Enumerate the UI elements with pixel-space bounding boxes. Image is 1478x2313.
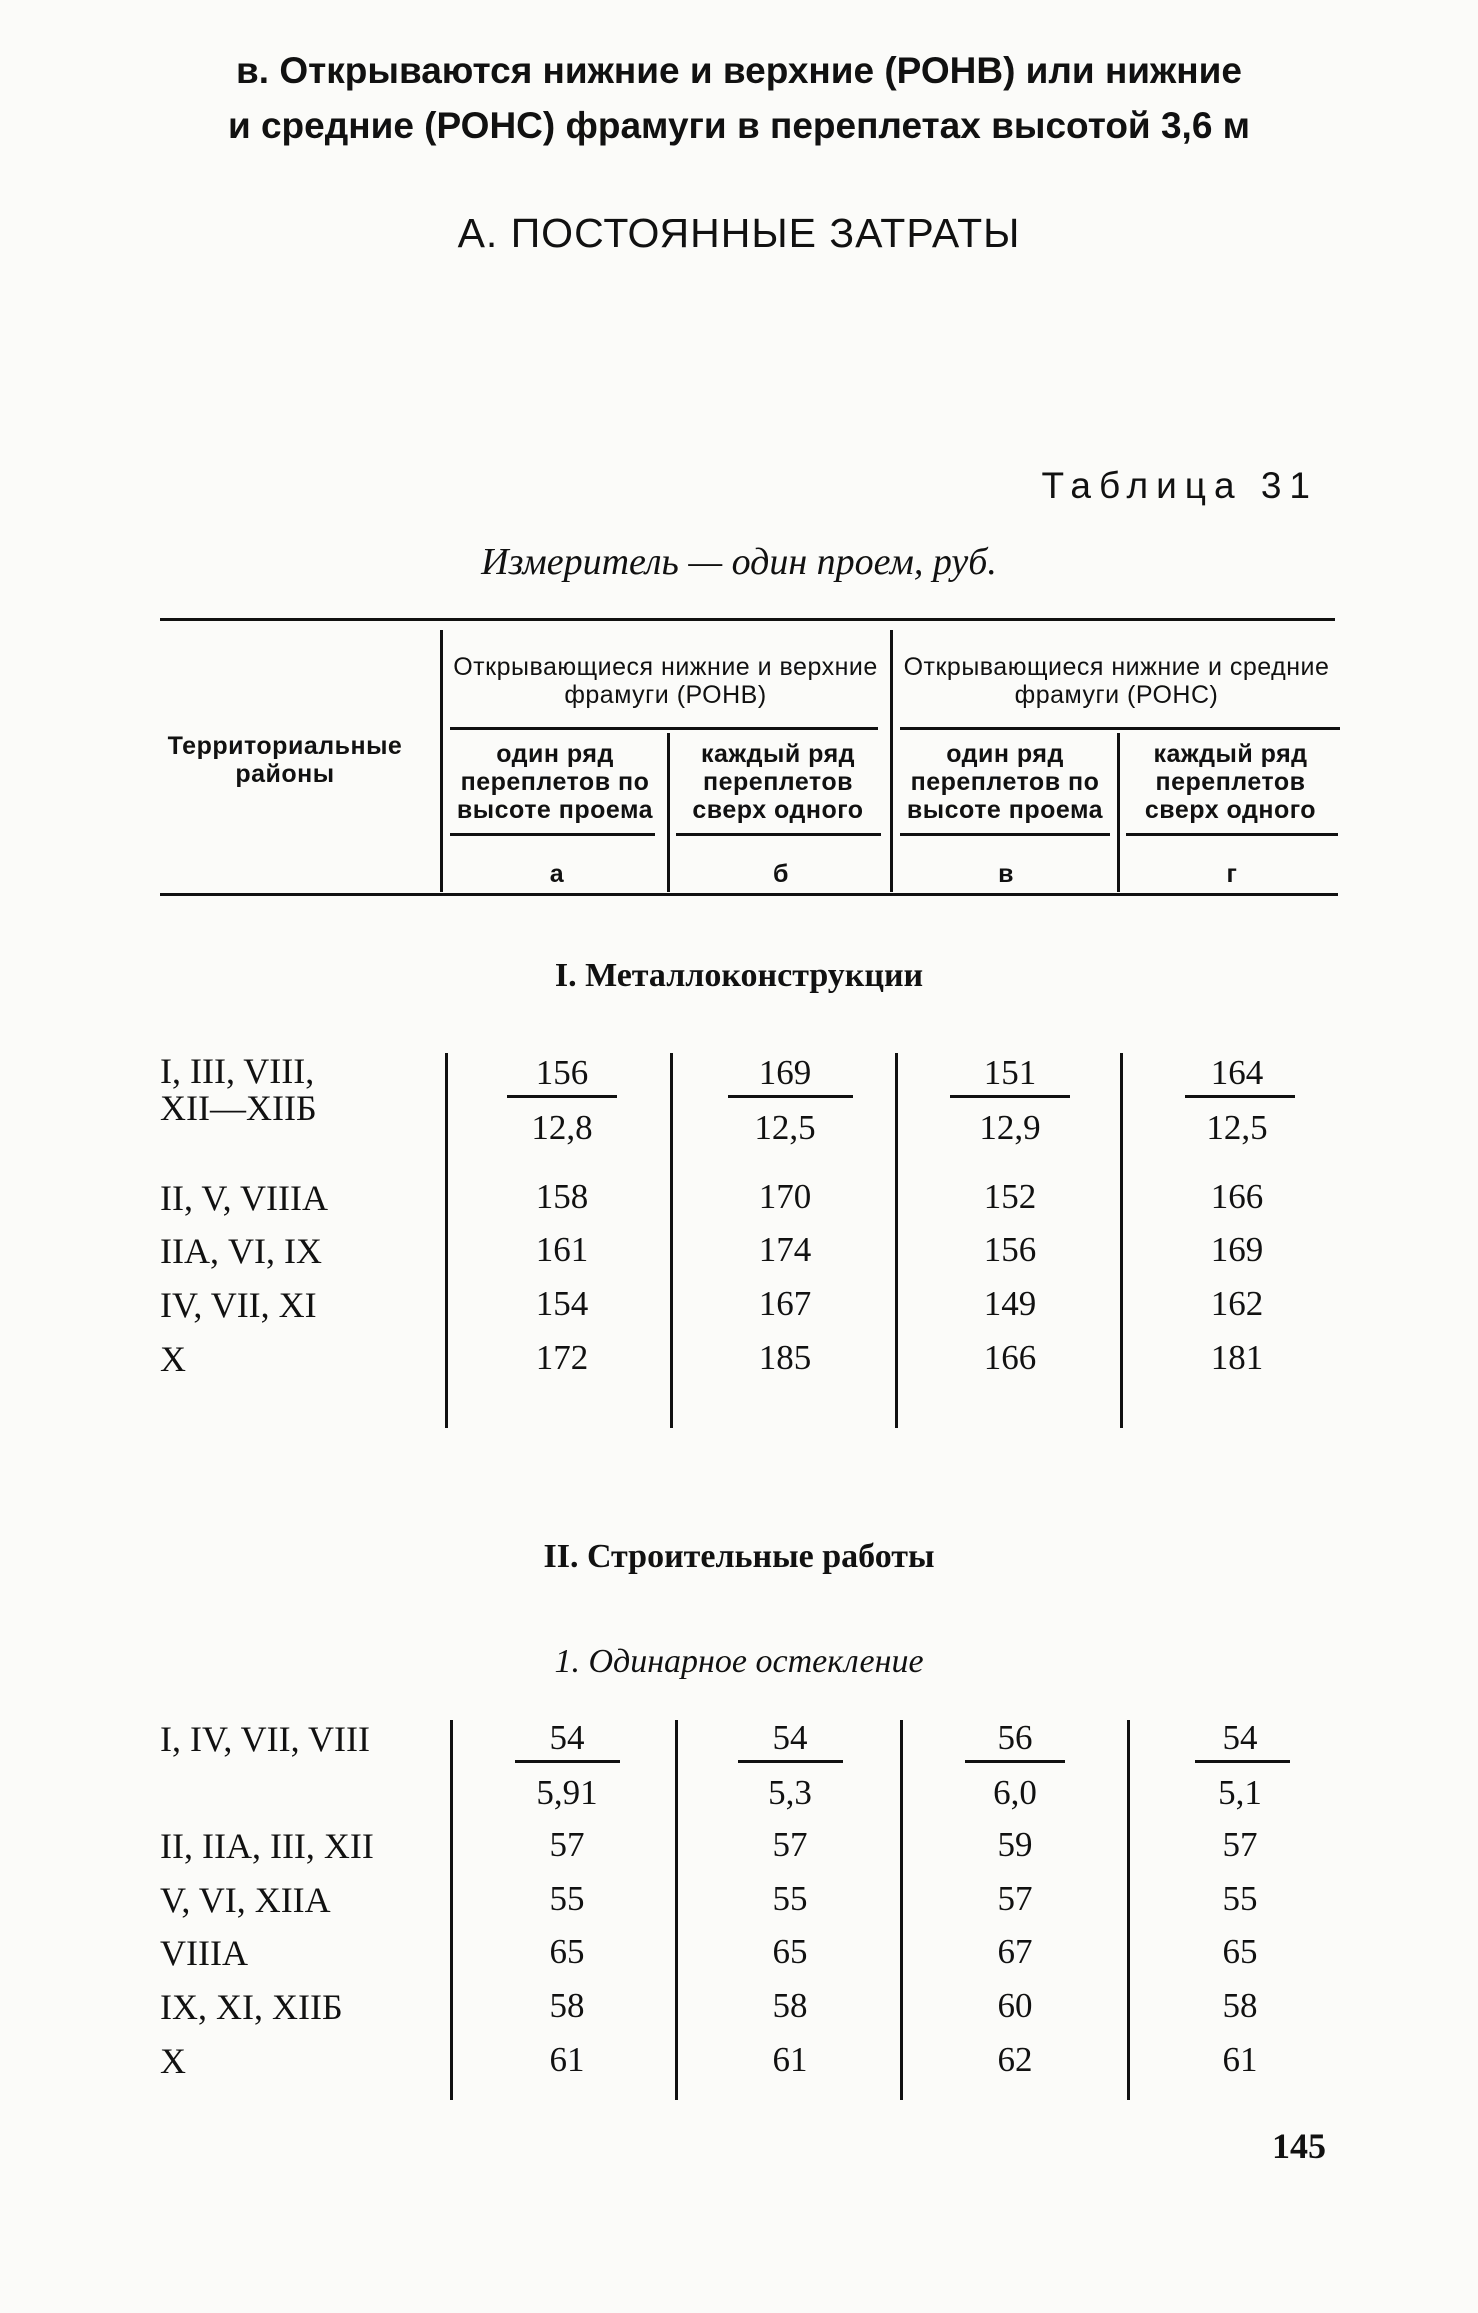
sec2-row2-g: 57 bbox=[1222, 1825, 1258, 1864]
sec1-row2-region: II, V, VIIIА bbox=[160, 1178, 328, 1218]
sec2-row1-a-bottom: 5,91 bbox=[536, 1773, 598, 1812]
header-letter-v: в bbox=[998, 860, 1014, 888]
sec1-row5-g: 181 bbox=[1210, 1338, 1264, 1377]
header-divider-ab bbox=[667, 733, 670, 892]
sec2-row1-v-fraction-line bbox=[965, 1760, 1065, 1763]
sec1-row1-g-fraction-line bbox=[1185, 1095, 1295, 1098]
sec1-row4-region: IV, VII, XI bbox=[160, 1285, 317, 1325]
sec1-row1-b-top: 169 bbox=[758, 1053, 812, 1092]
header-letter-g: г bbox=[1226, 860, 1238, 888]
sec1-col-line-4 bbox=[1120, 1053, 1123, 1428]
header-letter-b: б bbox=[773, 860, 789, 888]
sec1-col-line-3 bbox=[895, 1053, 898, 1428]
header-sub-g-rule bbox=[1126, 833, 1338, 836]
sec2-row6-g: 61 bbox=[1222, 2040, 1258, 2079]
header-letter-a: а bbox=[549, 860, 565, 888]
sec1-row5-a: 172 bbox=[535, 1338, 589, 1377]
sec2-row4-g: 65 bbox=[1222, 1932, 1258, 1971]
sec1-row3-g: 169 bbox=[1210, 1230, 1264, 1269]
sec2-col-line-2 bbox=[675, 1720, 678, 2100]
sec2-row1-b-fraction-line bbox=[738, 1760, 843, 1763]
sec2-row1-region: I, IV, VII, VIII bbox=[160, 1719, 370, 1759]
sec1-row1-region-cont: XII—XIIБ bbox=[160, 1088, 317, 1128]
header-bottom-rule bbox=[160, 893, 1338, 896]
sec1-row1-b-fraction-line bbox=[728, 1095, 853, 1098]
sec2-row1-b-bottom: 5,3 bbox=[768, 1773, 812, 1812]
sec2-row1-v-bottom: 6,0 bbox=[993, 1773, 1037, 1812]
sec2-row5-b: 58 bbox=[772, 1986, 808, 2025]
sec2-row3-b: 55 bbox=[772, 1879, 808, 1918]
header-sub-v-rule bbox=[900, 833, 1110, 836]
sec2-row5-v: 60 bbox=[997, 1986, 1033, 2025]
sec1-row5-region: X bbox=[160, 1339, 186, 1379]
sec1-row5-b: 185 bbox=[758, 1338, 812, 1377]
sec2-row1-a-fraction-line bbox=[515, 1760, 620, 1763]
sec1-row3-a: 161 bbox=[535, 1230, 589, 1269]
sec1-row2-v: 152 bbox=[983, 1177, 1037, 1216]
sec1-row4-v: 149 bbox=[983, 1284, 1037, 1323]
section-construction-subtitle: 1. Одинарное остекление bbox=[554, 1643, 924, 1680]
header-group-ronv-rule bbox=[450, 727, 878, 730]
sec2-row4-v: 67 bbox=[997, 1932, 1033, 1971]
header-regions: Территориальные районы bbox=[167, 732, 403, 788]
sec2-row1-b-top: 54 bbox=[772, 1718, 808, 1757]
sec1-row4-a: 154 bbox=[535, 1284, 589, 1323]
sec1-row2-a: 158 bbox=[535, 1177, 589, 1216]
sec2-row3-v: 57 bbox=[997, 1879, 1033, 1918]
header-sub-b: каждый ряд переплетов сверх одного bbox=[692, 740, 864, 824]
section-metal-title: I. Металлоконструкции bbox=[554, 957, 924, 994]
sec2-row6-region: X bbox=[160, 2041, 186, 2081]
header-group-ronv: Открывающиеся нижние и верхние фрамуги (РОНВ) bbox=[453, 653, 878, 709]
sec1-row3-b: 174 bbox=[758, 1230, 812, 1269]
section-title: А. ПОСТОЯННЫЕ ЗАТРАТЫ bbox=[457, 210, 1021, 256]
header-sub-a: один ряд переплетов по высоте проема bbox=[456, 740, 654, 824]
header-divider-mid bbox=[890, 630, 893, 892]
sec1-row1-a-top: 156 bbox=[535, 1053, 589, 1092]
sec2-row2-region: II, IIА, III, XII bbox=[160, 1826, 374, 1866]
sec1-row3-v: 156 bbox=[983, 1230, 1037, 1269]
header-divider-vg bbox=[1117, 733, 1120, 892]
header-sub-a-rule bbox=[450, 833, 655, 836]
sec1-row1-a-fraction-line bbox=[507, 1095, 617, 1098]
sec2-row3-g: 55 bbox=[1222, 1879, 1258, 1918]
sec2-row1-a-top: 54 bbox=[549, 1718, 585, 1757]
sec2-row3-a: 55 bbox=[549, 1879, 585, 1918]
sec2-col-line-3 bbox=[900, 1720, 903, 2100]
sec1-row4-b: 167 bbox=[758, 1284, 812, 1323]
sec2-row5-region: IX, XI, XIIБ bbox=[160, 1987, 343, 2027]
sec1-row2-b: 170 bbox=[758, 1177, 812, 1216]
sec1-row1-v-bottom: 12,9 bbox=[979, 1108, 1041, 1147]
sec1-row1-v-top: 151 bbox=[983, 1053, 1037, 1092]
sec2-row4-region: VIIIА bbox=[160, 1933, 248, 1973]
header-sub-v: один ряд переплетов по высоте проема bbox=[906, 740, 1104, 824]
header-group-rons: Открывающиеся нижние и средние фрамуги (РОНС) bbox=[903, 653, 1330, 709]
sec2-row6-a: 61 bbox=[549, 2040, 585, 2079]
sec1-row1-b-bottom: 12,5 bbox=[754, 1108, 816, 1147]
sec2-row2-v: 59 bbox=[997, 1825, 1033, 1864]
sec1-row1-region: I, III, VIII, bbox=[160, 1051, 315, 1091]
sec1-row1-g-bottom: 12,5 bbox=[1206, 1108, 1268, 1147]
sec2-row4-a: 65 bbox=[549, 1932, 585, 1971]
unit-caption: Измеритель — один проем, руб. bbox=[481, 541, 997, 583]
sec2-row5-a: 58 bbox=[549, 1986, 585, 2025]
sec2-row6-v: 62 bbox=[997, 2040, 1033, 2079]
sec1-row1-g-top: 164 bbox=[1210, 1053, 1264, 1092]
table-top-rule bbox=[160, 618, 1335, 621]
section-construction-title: II. Строительные работы bbox=[543, 1538, 935, 1575]
sec1-row3-region: IIА, VI, IX bbox=[160, 1231, 322, 1271]
header-sub-g: каждый ряд переплетов сверх одного bbox=[1144, 740, 1317, 824]
sec1-row4-g: 162 bbox=[1210, 1284, 1264, 1323]
sec2-col-line-1 bbox=[450, 1720, 453, 2100]
sec2-col-line-4 bbox=[1127, 1720, 1130, 2100]
sec2-row2-a: 57 bbox=[549, 1825, 585, 1864]
header-sub-b-rule bbox=[676, 833, 881, 836]
sec1-col-line-2 bbox=[670, 1053, 673, 1428]
header-divider-0 bbox=[440, 630, 443, 892]
sec2-row1-v-top: 56 bbox=[997, 1718, 1033, 1757]
sec2-row4-b: 65 bbox=[772, 1932, 808, 1971]
heading-line-2: и средние (РОНС) фрамуги в переплетах высотой 3,6 м bbox=[227, 105, 1251, 146]
table-number: Таблица 31 bbox=[1041, 465, 1318, 506]
sec2-row6-b: 61 bbox=[772, 2040, 808, 2079]
sec1-col-line-1 bbox=[445, 1053, 448, 1428]
page-number: 145 bbox=[1272, 2126, 1326, 2166]
sec2-row5-g: 58 bbox=[1222, 1986, 1258, 2025]
sec1-row1-a-bottom: 12,8 bbox=[531, 1108, 593, 1147]
sec1-row2-g: 166 bbox=[1210, 1177, 1264, 1216]
heading-line-1: в. Открываются нижние и верхние (РОНВ) или нижние bbox=[236, 50, 1242, 91]
sec2-row1-g-top: 54 bbox=[1222, 1718, 1258, 1757]
sec2-row1-g-fraction-line bbox=[1195, 1760, 1290, 1763]
sec2-row1-g-bottom: 5,1 bbox=[1218, 1773, 1262, 1812]
sec2-row2-b: 57 bbox=[772, 1825, 808, 1864]
header-group-rons-rule bbox=[900, 727, 1340, 730]
sec2-row3-region: V, VI, XIIА bbox=[160, 1880, 331, 1920]
sec1-row5-v: 166 bbox=[983, 1338, 1037, 1377]
sec1-row1-v-fraction-line bbox=[950, 1095, 1070, 1098]
